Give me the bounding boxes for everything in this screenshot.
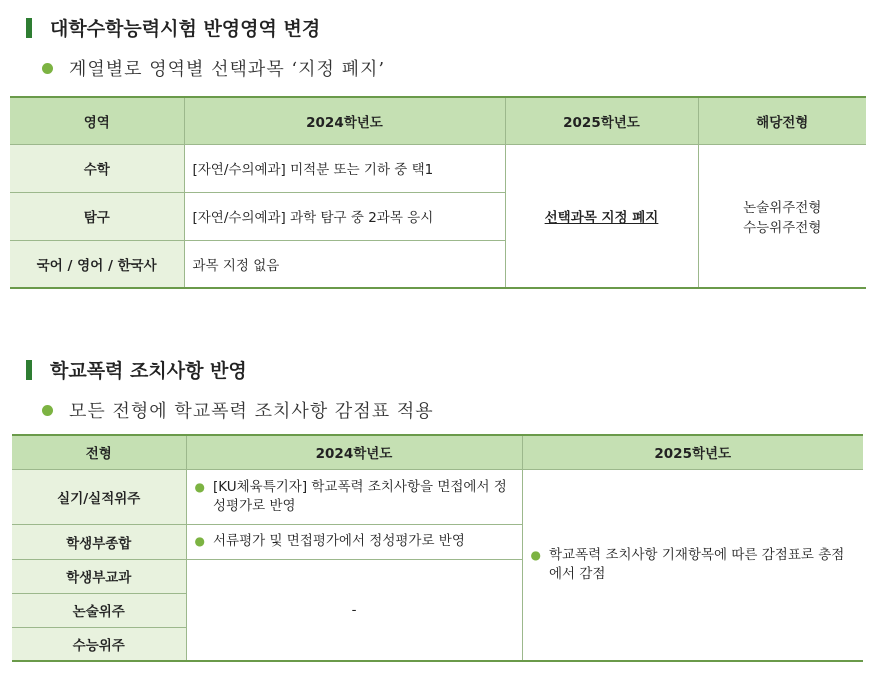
section-marker-bar [26,18,32,38]
cell-2025-merged: ● 학교폭력 조치사항 기재항목에 따른 감점표로 총점에서 감점 [522,469,863,661]
header-area: 영역 [10,97,184,144]
header-2024: 2024학년도 [184,97,505,144]
section2-bullet-text: 모든 전형에 학교폭력 조치사항 감점표 적용 [69,401,434,422]
row-label-csat: 수능위주 [12,627,186,661]
table-row [10,144,866,192]
cell-types-merged [698,144,866,288]
bullet-dot-icon: ● [530,547,541,562]
abolished-text: 선택과목 지정 폐지 [544,209,659,226]
row-2024-practical: ● [KU체육특기자] 학교폭력 조치사항을 면접에서 정성평가로 반영 [186,469,522,524]
section1-table [10,96,866,289]
row-2024-inquiry: [자연/수의예과] 과학 탐구 중 2과목 응시 [184,192,505,240]
table-header-row [10,97,866,144]
section1-title-text: 대학수학능력시험 반영영역 변경 [50,18,321,40]
section2-bullet [42,397,434,423]
section1-bullet [42,55,385,81]
section-marker-bar [26,360,32,380]
section2-title [26,356,247,383]
header-type: 전형 [12,435,186,469]
bullet-dot-icon [42,63,53,74]
type-essay: 논술위주전형 [743,199,822,216]
row-label-inquiry: 탐구 [10,192,184,240]
header-2025: 2025학년도 [505,97,698,144]
cell-2025-merged [505,144,698,288]
section2-table [12,434,863,662]
row-2024-rest: - [186,559,522,661]
section1-title [26,14,320,41]
type-csat: 수능위주전형 [743,219,822,236]
bullet-dot-icon: ● [194,479,205,494]
section1-bullet-text: 계열별로 영역별 선택과목 ‘지정 폐지’ [69,59,386,80]
row-label-comprehensive: 학생부종합 [12,524,186,559]
header-types: 해당전형 [698,97,866,144]
row-2024-comprehensive: ● 서류평가 및 면접평가에서 정성평가로 반영 [186,524,522,559]
bullet-dot-icon: ● [194,534,205,548]
section2-title-text: 학교폭력 조치사항 반영 [50,360,247,382]
bullet-dot-icon [42,405,53,416]
row-2024-others: 과목 지정 없음 [184,240,505,288]
header-2025: 2025학년도 [522,435,863,469]
table-header-row [12,435,863,469]
row-label-math: 수학 [10,144,184,192]
row-label-gpa: 학생부교과 [12,559,186,593]
row-label-essay: 논술위주 [12,593,186,627]
header-2024: 2024학년도 [186,435,522,469]
row-2024-math: [자연/수의예과] 미적분 또는 기하 중 택1 [184,144,505,192]
table-row [12,469,863,524]
row-label-others: 국어 / 영어 / 한국사 [10,240,184,288]
row-label-practical: 실기/실적위주 [12,469,186,524]
